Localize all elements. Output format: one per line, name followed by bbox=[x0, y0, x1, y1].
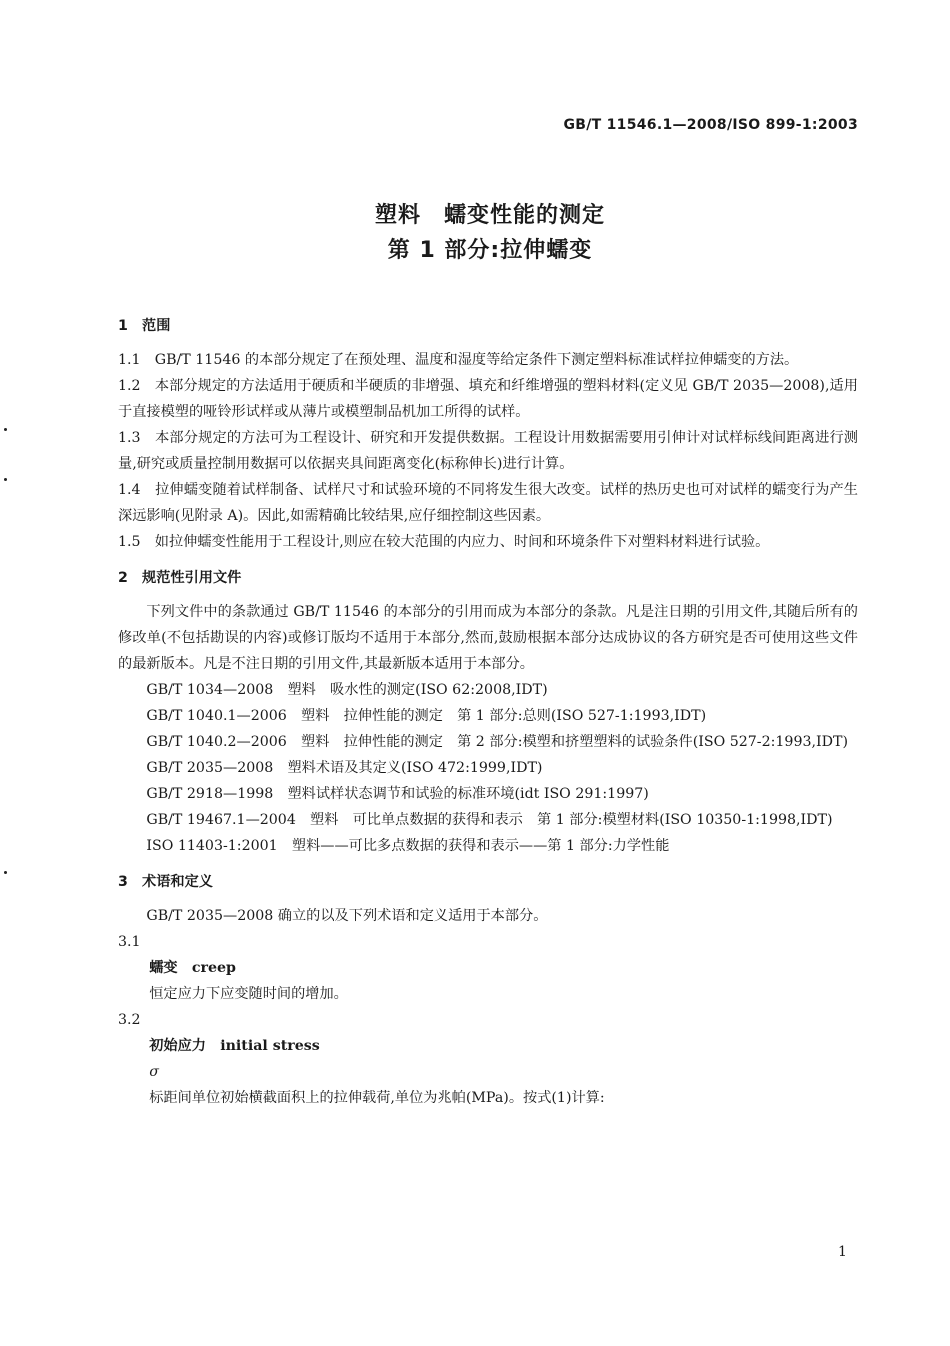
term-definition: 标距间单位初始横截面积上的拉伸载荷,单位为兆帕(MPa)。按式(1)计算: bbox=[149, 1090, 605, 1106]
document-title-line1: 塑料 蠕变性能的测定 bbox=[374, 203, 605, 228]
section-heading-references: 2 规范性引用文件 bbox=[118, 570, 242, 586]
term-number: 3.2 bbox=[118, 1012, 141, 1028]
clause-1-5: 1.5 如拉伸蠕变性能用于工程设计,则应在较大范围的内应力、时间和环境条件下对塑料材料进行试验。 bbox=[118, 534, 770, 550]
references-intro: 下列文件中的条款通过 GB/T 11546 的本部分的引用而成为本部分的条款。凡是注日期的引用文件,其随后所有的修改单(不包括勘误的内容)或修订版均不适用于本部分,然而,鼓励根据本部分达成协议的各方研究是否可使用这些文件的最新版本。凡是不注日期的引用文件,其最新版本适用于本部分。 bbox=[118, 604, 858, 672]
scan-mark bbox=[4, 478, 7, 481]
clause-1-2: 1.2 本部分规定的方法适用于硬质和半硬质的非增强、填充和纤维增强的塑料材料(定义见 GB/T 2035—2008),适用于直接模塑的哑铃形试样或从薄片或模塑制品机加工所得的试样。 bbox=[118, 378, 858, 420]
reference-item: ISO 11403-1:2001 塑料——可比多点数据的获得和表示——第 1 部分:力学性能 bbox=[146, 838, 670, 854]
standard-code: GB/T 11546.1—2008/ISO 899-1:2003 bbox=[563, 117, 858, 133]
clause-1-1: 1.1 GB/T 11546 的本部分规定了在预处理、温度和湿度等给定条件下测定塑料标准试样拉伸蠕变的方法。 bbox=[118, 352, 799, 368]
term-name bbox=[118, 955, 858, 981]
term-cn: 初始应力 bbox=[149, 1038, 206, 1054]
term-definition: 恒定应力下应变随时间的增加。 bbox=[149, 986, 348, 1002]
scan-mark bbox=[4, 871, 7, 874]
term-number: 3.1 bbox=[118, 934, 141, 950]
term-en: initial stress bbox=[220, 1038, 320, 1054]
reference-item: GB/T 1040.2—2006 塑料 拉伸性能的测定 第 2 部分:模塑和挤塑塑料的试验条件(ISO 527-2:1993,IDT) bbox=[146, 734, 849, 750]
clause-1-3: 1.3 本部分规定的方法可为工程设计、研究和开发提供数据。工程设计用数据需要用引伸计对试样标线间距离进行测量,研究或质量控制用数据可以依据夹具间距离变化(标称伸长)进行计算。 bbox=[118, 430, 858, 472]
term-en: creep bbox=[191, 960, 236, 976]
terms-intro: GB/T 2035—2008 确立的以及下列术语和定义适用于本部分。 bbox=[146, 908, 548, 924]
reference-item: GB/T 2035—2008 塑料术语及其定义(ISO 472:1999,IDT) bbox=[146, 760, 543, 776]
reference-item: GB/T 2918—1998 塑料试样状态调节和试验的标准环境(idt ISO 291:1997) bbox=[146, 786, 649, 802]
term-name bbox=[118, 1033, 858, 1059]
clause-1-4: 1.4 拉伸蠕变随着试样制备、试样尺寸和试验环境的不同将发生很大改变。试样的热历史也可对试样的蠕变行为产生深远影响(见附录 A)。因此,如需精确比较结果,应仔细控制这些因素。 bbox=[118, 482, 858, 524]
reference-item: GB/T 19467.1—2004 塑料 可比单点数据的获得和表示 第 1 部分:模塑材料(ISO 10350-1:1998,IDT) bbox=[146, 812, 833, 828]
section-heading-terms: 3 术语和定义 bbox=[118, 874, 213, 890]
reference-item: GB/T 1034—2008 塑料 吸水性的测定(ISO 62:2008,IDT) bbox=[146, 682, 548, 698]
scan-mark bbox=[4, 428, 7, 431]
term-symbol: σ bbox=[149, 1064, 159, 1080]
document-body bbox=[118, 313, 858, 1111]
section-heading-scope: 1 范围 bbox=[118, 318, 171, 334]
page-number: 1 bbox=[838, 1244, 847, 1260]
term-cn: 蠕变 bbox=[149, 960, 178, 976]
reference-item: GB/T 1040.1—2006 塑料 拉伸性能的测定 第 1 部分:总则(ISO 527-1:1993,IDT) bbox=[146, 708, 707, 724]
document-title-line2: 第 1 部分:拉伸蠕变 bbox=[387, 238, 593, 263]
